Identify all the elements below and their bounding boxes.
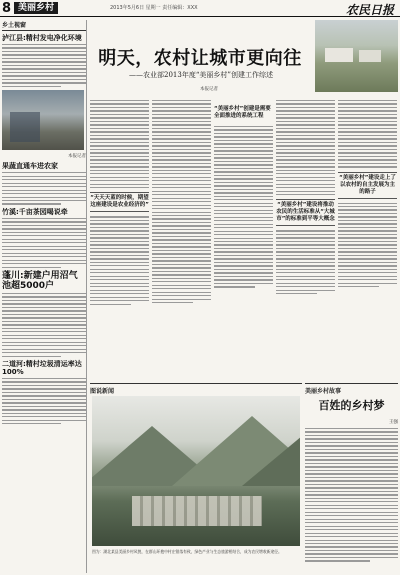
left-column bbox=[2, 20, 87, 573]
body-column-1 bbox=[90, 100, 149, 307]
brief-text-5 bbox=[2, 378, 86, 425]
village-photo bbox=[315, 20, 398, 92]
right-story bbox=[305, 383, 398, 573]
brief-text-2 bbox=[2, 172, 86, 205]
left-column-tag: 乡土视窗 bbox=[2, 20, 86, 31]
main-subhead: ——农业部2013年度“美丽乡村”创建工作综述 bbox=[129, 71, 273, 79]
main-story-body bbox=[90, 100, 398, 380]
house-shape bbox=[325, 48, 353, 62]
right-story-text bbox=[305, 428, 398, 562]
mountain-village-photo bbox=[92, 396, 300, 546]
brief-title-1: 泸江县:精村发电净化环境 bbox=[2, 34, 82, 42]
brief-title-4: 蓬川:新建户用沼气池超5000户 bbox=[2, 270, 78, 291]
header-meta: 2013年5月6日 星期一 责任编辑：XXX bbox=[110, 5, 198, 11]
pull-quote-0: “美丽乡村”创建是需要全面推进的系统工程 bbox=[214, 106, 271, 119]
right-story-title: 百姓的乡村梦 bbox=[318, 399, 385, 412]
section-title: 美丽乡村 bbox=[14, 2, 58, 14]
brief-title-5: 二道河:精村垃圾清运率达100% bbox=[2, 359, 82, 376]
photo-caption: 图为：湖北某县美丽乡村风貌，在群山环抱中村庄错落有致，绿色产业与生态旅游相结合，成为农民增收新途径。 bbox=[92, 549, 282, 554]
main-author: 本报记者 bbox=[200, 87, 218, 92]
body-column-3 bbox=[214, 100, 273, 290]
right-story-byline: 王强 bbox=[389, 420, 398, 425]
house-shape bbox=[359, 50, 381, 62]
body-column-4 bbox=[276, 100, 335, 297]
brief-text-3 bbox=[2, 218, 86, 268]
newspaper-logo: 农民日报 bbox=[345, 3, 394, 17]
brief-title-3: 竹溪:千亩茶园喝说牵 bbox=[2, 207, 68, 216]
masthead bbox=[0, 0, 400, 17]
left-photo bbox=[2, 90, 84, 150]
main-headline: 明天，农村让城市更向往 bbox=[98, 48, 302, 69]
body-column-5 bbox=[338, 100, 397, 290]
brief-title-2: 果蔬直通车进农家 bbox=[2, 162, 58, 171]
pull-quote-1: “天天天蓝的时候，期望这座建设是农业经济的” bbox=[90, 192, 149, 212]
page-number: 8 bbox=[2, 1, 12, 16]
village-shape bbox=[132, 496, 262, 526]
brief-text-1 bbox=[2, 44, 86, 87]
photo-news-tag: 图说新闻 bbox=[90, 388, 115, 395]
body-column-2 bbox=[152, 100, 211, 306]
photo-news-section bbox=[90, 383, 302, 573]
right-story-tag: 美丽乡村故事 bbox=[305, 388, 342, 395]
pull-quote-3: “美丽乡村”建设走上了以农村的自主发展为主的路子 bbox=[338, 172, 397, 199]
brief-text-4 bbox=[2, 293, 86, 357]
left-photo-byline: 本报记者 bbox=[68, 154, 86, 160]
pull-quote-2: “美丽乡村”建设将推动农民的生活标准从“大城市”的标准到平等大概念 bbox=[276, 199, 335, 226]
